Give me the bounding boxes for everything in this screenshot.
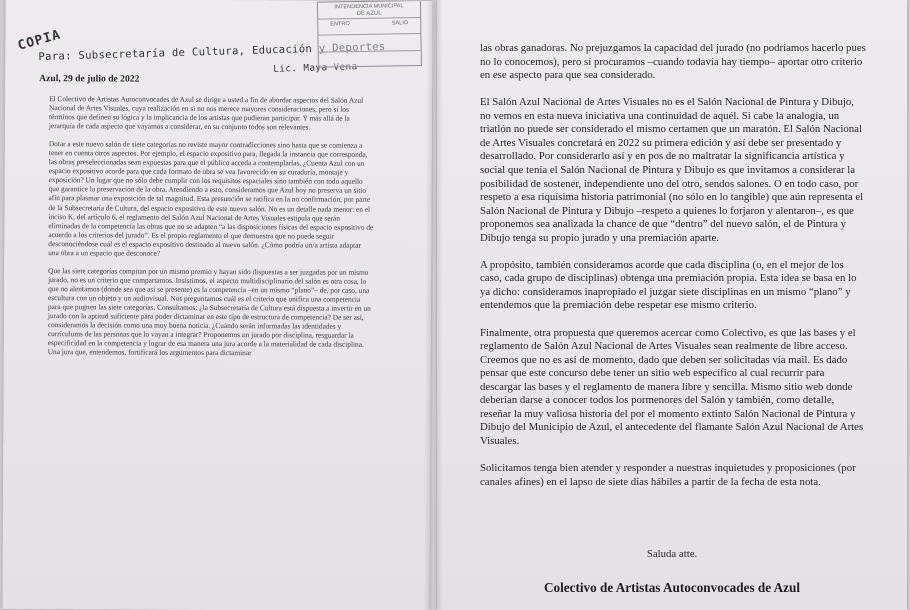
paragraph: A propósito, también consideramos acorde que cada disciplina (o, en el mejor de los caso, cada grupo de disciplinas) obtenga una premiación propia. Esta idea se basa en lo ya dicho: consideramos inapropiado el juzgar siete disciplinas en un mismo “plano” y entendemos que la premiación debe respetar ese mismo criterio. <box>480 258 857 312</box>
closing-salutation: Saluda atte. <box>646 548 698 560</box>
page-edge-shadow <box>437 0 443 610</box>
paragraph: Solicitamos tenga bien atender y responder a nuestras inquietudes y proposiciones (por canales afines) en el lapso de siete días hábiles a partir de la fecha de esta nota. <box>480 462 856 488</box>
letter-body-left <box>48 94 374 367</box>
signature-collective: Colectivo de Artistas Autoconvocades de Azul <box>543 580 801 595</box>
handwritten-addressee-name: Lic. Maya Vena <box>273 61 358 75</box>
handwritten-copy-mark: COPIA <box>16 27 63 54</box>
stamp-header: INTENDENCIA MUNICIPAL <box>334 3 404 11</box>
letter-page-2 <box>437 0 907 610</box>
handwritten-addressee: Para: Subsecretaría de Cultura, Educación y Deportes <box>38 40 386 64</box>
stamp-exit-label: SALIO <box>391 19 409 26</box>
letter-page-1 <box>2 0 432 610</box>
reception-stamp <box>317 0 422 68</box>
paragraph: las obras ganadoras. No prejuzgamos la capacidad del jurado (no podríamos hacerlo pues no lo conocemos), pero sí procuramos –cuando todavía hay tiempo– aportar otro criterio en ese aspecto para que sea considerado. <box>480 42 866 82</box>
stamp-header-sub: DE AZUL <box>356 10 382 17</box>
page-edge-shadow <box>423 1 432 610</box>
letter-body-right <box>480 42 867 503</box>
paragraph: Dotar a este nuevo salón de siete categorías no reviste mayor contradicciones sino hasta que se comienza a tener en cuenta otros aspectos. Por ejemplo, el espacio expositivo para, llegada la instancia que corresponda, las obras preseleccionadas sean expuestas para que el público acceda a contemplarlas. ¿Cuenta Azul con un espacio expositivo acorde para que cada formato de obra se vea favorecido en su curaduría, montaje y exposición? Un lugar que no sólo debe cumplir con los requisitos espaciales sino también con todo aquello que garantice la preservación de la obra. Atendiendo a esto, consideramos que Azul hoy no preserva un sitio afín para plasmar una exposición de tal magnitud. Esta presunción se ratifica en la no confirmación, por parte de la Subsecretaría de Cultura, del espacio expositivo de este nuevo salón. No es un detalle nada menor: en el inciso K, del artículo 6, el reglamento del Salón Azul Nacional de Artes Visuales estipula que serán eliminadas de la competencia las obras que no se adapten “a las disposiciones físicas del espacio expositivo de acuerdo a los criterios del jurado”. Es el propio reglamento el que demuestra que no puede seguir desconociéndose cuál es el espacio expositivo destinado al nuevo salón. ¿Cómo podría un/a artista adaptar una obra a un espacio que desconoce? <box>48 139 374 258</box>
stamp-entry-label: ENTRO <box>330 20 350 27</box>
paragraph: El Colectivo de Artistas Autoconvocades de Azul se dirige a usted a fin de abordar aspectos del Salón Azul Nacional de Artes Visuales, cuya realización en sí no nos merece mayores consideraciones, pero sí los términos que definen su lógica y la implicancia de los artistas que pudieran participar. Y más allá de la jerarquía de cada aspecto que vayamos a considerar, en su conjunto todos son relevantes. <box>48 94 364 132</box>
letter-date: Azul, 29 de julio de 2022 <box>39 73 140 85</box>
paragraph: Que las siete categorías compitan por un mismo premio y hayan sido dispuestas a ser juzgadas por un mismo jurado, no es un criterio que compartamos. Insistimos, el aspecto multidisciplinario del salón es otra cosa, lo que no alentamos (donde sea que así se presente) es la competencia –en un mismo “plano”– de, por caso, una escultura con un objeto y un audiovisual. Nos preguntamos cuál es el criterio que unifica una competencia para que pugnen las siete categorías. Consultamos: ¿la Subsecretaría de Cultura está dispuesta a invertir en un jurado con la aptitud suficiente para poder dictaminar en este tipo de estructura de competencia? De ser así, consideramos la decisión como una muy buena noticia. ¿Cuándo serán informadas las identidades y currículums de las personas que lo vayan a integrar? Proponemos un jurado por disciplina, resguardar la especificidad en la competencia y lograr de esa manera una jura acorde a la materialidad de cada disciplina. Una jura que, entendemos, fortificará los argumentos para dictaminar <box>47 265 371 358</box>
paragraph: Finalmente, otra propuesta que queremos acercar como Colectivo, es que las bases y el reglamento de Salón Azul Nacional de Artes Visuales sean realmente de libre acceso. Creemos que no es así de momento, dado que deben ser solicitadas vía mail. Es dado pensar que este concurso debe tener un sitio web específico al cual recurrir para descargar las bases y el reglamento de manera libre y sencilla. Mismo sitio web donde deberían darse a conocer todos los pormenores del Salón y también, como detalle, reseñar la muy valiosa historia del por el momento extinto Salón Nacional de Pintura y Dibujo del Municipio de Azul, el antecedente del flamante Salón Azul Nacional de Artes Visuales. <box>480 326 864 447</box>
paragraph: El Salón Azul Nacional de Artes Visuales no es el Salón Nacional de Pintura y Dibujo, no vemos en esta nueva iniciativa una continuidad de aquél. Si cabe la analogía, un triatlón no puede ser considerado el mismo certamen que un maratón. El Salón Nacional de Artes Visuales concretará en 2022 su primera edición y así debe ser presentado y desarrollado. Por considerarlo así y en pos de no maltratar la significancia artística y social que tenía el Salón Nacional de Pintura y Dibujo es que invitamos a considerar la posibilidad de sostener, independiente uno del otro, sendos salones. O en todo caso, por respeto a esa riquísima historia patrimonial (no sólo en lo tangible) que aún representa el Salón Nacional de Pintura y Dibujo –respeto a quienes lo forjaron y alentaron–, es que proponemos sea analizada la chance de que “dentro” del nuevo salón, el de Pintura y Dibujo tenga su propio jurado y una premiación aparte. <box>480 96 864 244</box>
